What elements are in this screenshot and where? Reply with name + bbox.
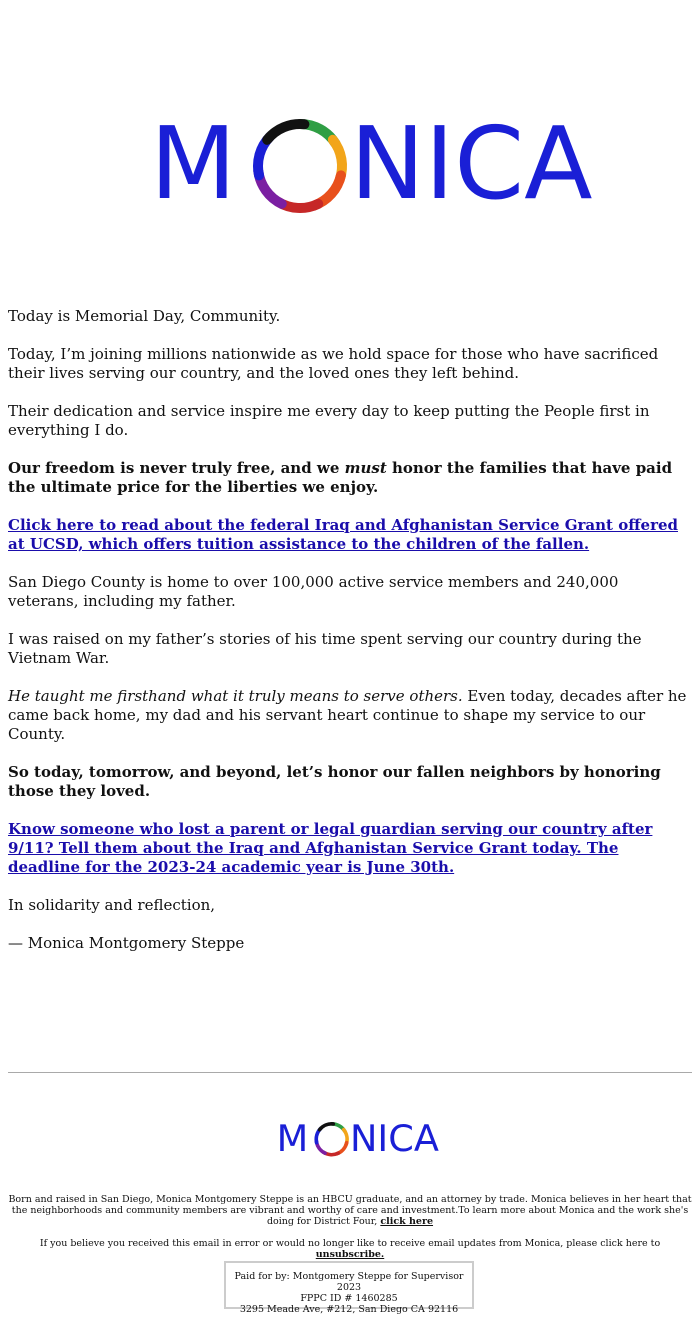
fppc-id: FPPC ID # 1460285 bbox=[300, 1293, 398, 1304]
footer bbox=[8, 1194, 692, 1271]
bio-text: Born and raised in San Diego, Monica Montgomery Steppe is an HBCU graduate, and an attorney by trade. Monica believes in her heart that the neighborhoods and community members are vibrant and worthy of care and investment.To learn more about Monica and the work she's doing for District Four, bbox=[8, 1194, 692, 1227]
closing: In solidarity and reflection, bbox=[8, 896, 216, 914]
paragraph-dedication: Their dedication and service inspire me every day to keep putting the People first in everything I do. bbox=[8, 402, 650, 439]
unsubscribe-text: If you believe you received this email in error or would no longer like to receive email updates from Monica, please click here to bbox=[39, 1238, 661, 1249]
freedom-emphasis: must bbox=[344, 459, 387, 477]
logo-letter-m: M bbox=[150, 105, 237, 222]
father-taught-emphasis: He taught me firsthand what it truly means to serve others. bbox=[8, 687, 463, 705]
paragraph-servant-heart bbox=[8, 687, 692, 744]
paragraph-county: San Diego County is home to over 100,000 active service members and 240,000 veterans, including my father. bbox=[8, 573, 619, 610]
learn-more-link[interactable]: click here bbox=[380, 1216, 434, 1227]
monica-logo-small bbox=[270, 1117, 439, 1162]
greeting: Today is Memorial Day, Community. bbox=[8, 307, 281, 325]
footer-logo-ring-segment bbox=[320, 1124, 334, 1130]
unsubscribe-notice bbox=[8, 1238, 692, 1260]
footer-divider bbox=[8, 1072, 692, 1073]
logo-ring-segment bbox=[267, 124, 304, 140]
paragraph-memorial: Today, I’m joining millions nationwide as we hold space for those who have sacrificed their lives serving our country, and the loved ones they left behind. bbox=[8, 345, 659, 382]
freedom-text-start: Our freedom is never truly free, and we bbox=[8, 459, 345, 477]
footer-logo bbox=[0, 1118, 700, 1162]
logo-letters-nica: NICA bbox=[350, 105, 593, 222]
unsubscribe-link[interactable]: unsubscribe. bbox=[315, 1249, 385, 1260]
footer-logo-letter-m: M bbox=[276, 1117, 309, 1160]
servant-heart-text: Even today, decades after he came back home, my dad and his servant heart continue to shape my service to our County. bbox=[8, 687, 687, 743]
freedom-text-end: honor the families that have paid the ultimate price for the liberties we enjoy. bbox=[8, 459, 673, 496]
paragraph-freedom bbox=[8, 459, 692, 497]
footer-bio bbox=[8, 1194, 692, 1227]
footer-logo-letters-nica: NICA bbox=[350, 1117, 439, 1160]
grant-ucsd-link[interactable]: Click here to read about the federal Iraq and Afghanistan Service Grant offered at UCSD, which offers tuition assistance to the children of the fallen. bbox=[8, 516, 678, 553]
paragraph-honor: So today, tomorrow, and beyond, let’s honor our fallen neighbors by honoring those they loved. bbox=[8, 763, 661, 800]
mailing-address: 3295 Meade Ave, #212, San Diego CA 92116 bbox=[239, 1304, 459, 1315]
paid-for-box bbox=[224, 1261, 474, 1315]
signature: — Monica Montgomery Steppe bbox=[8, 934, 245, 952]
monica-logo bbox=[150, 105, 593, 228]
grant-deadline-link[interactable]: Know someone who lost a parent or legal guardian serving our country after 9/11? Tell them about the Iraq and Afghanistan Service Grant today. The deadline for the 2023-24 academic year is June 30th. bbox=[8, 820, 653, 876]
paragraph-father: I was raised on my father’s stories of his time spent serving our country during the Vietnam War. bbox=[8, 630, 642, 667]
paid-by: Paid for by: Montgomery Steppe for Supervisor 2023 bbox=[234, 1271, 464, 1293]
header-logo bbox=[0, 105, 700, 228]
email-body bbox=[8, 307, 692, 972]
